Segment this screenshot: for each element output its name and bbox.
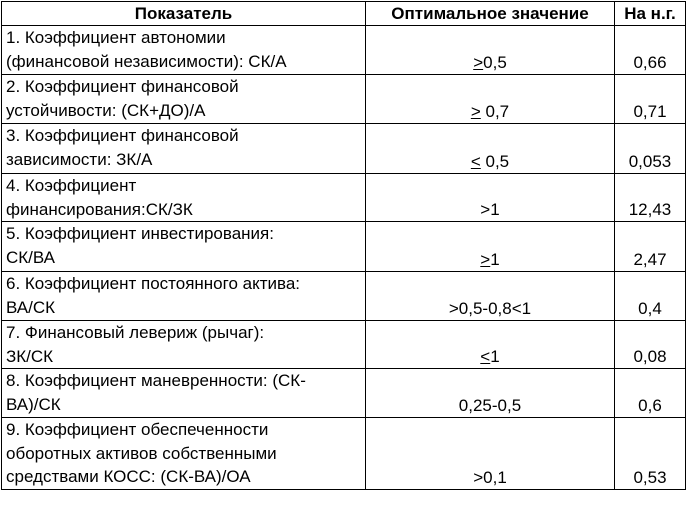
indicator-name-line: 6. Коэффициент постоянного актива:	[6, 274, 301, 293]
indicator-name-line: средствами КОСС: (СК-ВА)/ОА	[6, 467, 251, 486]
optimal-value-text: 1	[490, 346, 500, 366]
table-row	[2, 75, 686, 124]
optimal-value-text: >1	[480, 199, 500, 219]
table-row	[2, 369, 686, 418]
indicator-name-line: 1. Коэффициент автономии	[6, 28, 226, 47]
start-of-year-value: 0,4	[615, 272, 686, 321]
indicator-name-line: ЗК/СК	[6, 346, 54, 366]
table-row	[2, 26, 686, 75]
indicator-name-line: 7. Финансовый левериж (рычаг):	[6, 323, 265, 342]
financial-ratios-table	[1, 1, 686, 490]
indicator-name-cell	[2, 26, 366, 75]
table-row	[2, 418, 686, 490]
optimal-value-cell	[366, 174, 615, 222]
indicator-name-cell	[2, 174, 366, 222]
optimal-value-cell	[366, 75, 615, 124]
indicator-name-line: финансирования:СК/ЗК	[6, 199, 193, 219]
optimal-value-text: 0,25-0,5	[458, 395, 522, 415]
indicator-name-line: 2. Коэффициент финансовой	[6, 77, 239, 96]
indicator-name-line: СК/ВА	[6, 247, 56, 267]
header-start-of-year: На н.г.	[615, 2, 686, 26]
comparison-symbol: <	[470, 151, 481, 171]
optimal-value-cell	[366, 272, 615, 321]
optimal-value-cell	[366, 222, 615, 272]
indicator-name-line: 8. Коэффициент маневренности: (СК-	[6, 371, 306, 390]
indicator-name-line: устойчивости: (СК+ДО)/А	[6, 100, 206, 120]
start-of-year-value: 0,53	[615, 418, 686, 490]
table-row	[2, 272, 686, 321]
optimal-value-text: 0,7	[480, 101, 510, 121]
optimal-value-text: 0,5	[483, 52, 507, 72]
indicator-name-cell	[2, 222, 366, 272]
indicator-name-line: 3. Коэффициент финансовой	[6, 126, 239, 145]
optimal-value-text: >0,5-0,8<1	[448, 298, 532, 318]
comparison-symbol: >	[480, 249, 491, 269]
indicator-name-cell	[2, 369, 366, 418]
start-of-year-value: 0,08	[615, 321, 686, 369]
indicator-name-cell	[2, 124, 366, 174]
optimal-value-cell	[366, 321, 615, 369]
comparison-symbol: >	[470, 101, 481, 121]
optimal-value-cell	[366, 418, 615, 490]
indicator-name-line: 4. Коэффициент	[6, 176, 137, 195]
table-row	[2, 321, 686, 369]
comparison-symbol: >	[473, 52, 484, 72]
optimal-value-text: 0,5	[480, 151, 510, 171]
indicator-name-cell	[2, 321, 366, 369]
indicator-name-line: ВА/СК	[6, 297, 56, 317]
indicator-name-line: (финансовой независимости): СК/А	[6, 51, 287, 71]
table-row	[2, 222, 686, 272]
table-row	[2, 124, 686, 174]
indicator-name-line: 5. Коэффициент инвестирования:	[6, 224, 274, 243]
start-of-year-value: 0,053	[615, 124, 686, 174]
start-of-year-value: 2,47	[615, 222, 686, 272]
start-of-year-value: 0,71	[615, 75, 686, 124]
header-row	[2, 2, 686, 26]
indicator-name-cell	[2, 75, 366, 124]
table-row	[2, 174, 686, 222]
optimal-value-cell	[366, 124, 615, 174]
start-of-year-value: 0,66	[615, 26, 686, 75]
indicator-name-line: зависимости: ЗК/А	[6, 149, 153, 169]
indicator-name-line: ВА)/СК	[6, 394, 61, 414]
start-of-year-value: 0,6	[615, 369, 686, 418]
start-of-year-value: 12,43	[615, 174, 686, 222]
indicator-name-line: оборотных активов собственными	[6, 443, 277, 463]
indicator-name-cell	[2, 272, 366, 321]
optimal-value-cell	[366, 369, 615, 418]
header-indicator: Показатель	[2, 2, 366, 26]
optimal-value-text: >0,1	[473, 467, 507, 487]
indicator-name-line: 9. Коэффициент обеспеченности	[6, 420, 269, 439]
indicator-name-cell	[2, 418, 366, 490]
header-optimal-value: Оптимальное значение	[366, 2, 615, 26]
optimal-value-text: 1	[490, 249, 500, 269]
comparison-symbol: <	[480, 346, 491, 366]
optimal-value-cell	[366, 26, 615, 75]
